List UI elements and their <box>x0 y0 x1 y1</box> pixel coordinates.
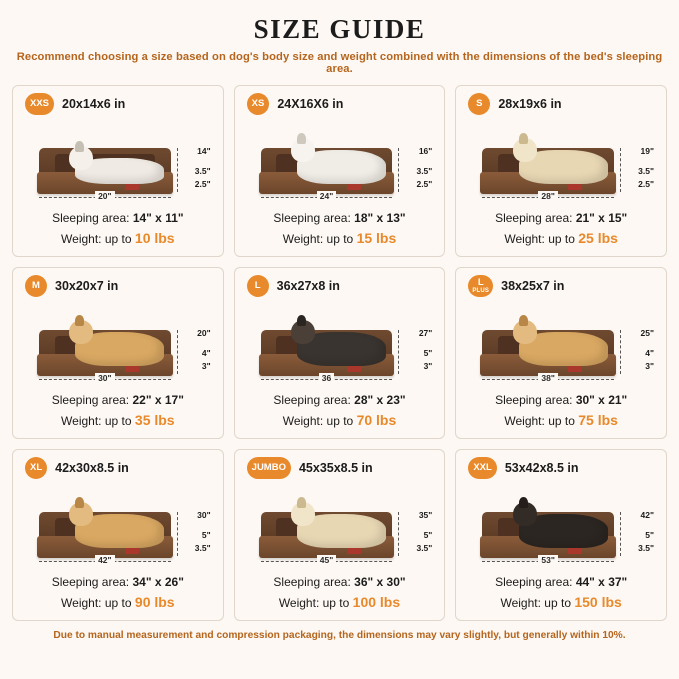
size-dimensions: 53x42x8.5 in <box>504 461 579 475</box>
width-dimension <box>261 555 393 572</box>
size-details <box>21 574 215 612</box>
size-dimensions: 45x35x8.5 in <box>298 461 373 475</box>
bed-illustration <box>464 118 658 210</box>
size-dimensions: 38x25x7 in <box>501 279 565 293</box>
size-badge-label: JUMBO <box>251 462 286 474</box>
weight-label: Weight: <box>61 231 102 246</box>
size-card <box>12 267 224 439</box>
dog-graphic <box>75 332 164 366</box>
weight-value: 10 lbs <box>134 229 175 246</box>
sleeping-area-label: Sleeping area: <box>273 393 351 408</box>
size-card <box>234 449 446 621</box>
size-card-header <box>243 274 437 298</box>
size-badge-label: XS <box>251 98 265 110</box>
height-dimension-labels <box>612 146 656 196</box>
size-badge <box>25 275 47 297</box>
bed-tag <box>568 184 582 190</box>
overall-width-label: 28" <box>538 191 558 201</box>
size-card <box>455 85 667 257</box>
size-card <box>455 449 667 621</box>
dog-ear <box>519 315 528 326</box>
size-badge <box>468 275 493 297</box>
bed-tag <box>125 184 139 190</box>
bolster-height-label: 4" <box>645 348 654 359</box>
sleeping-area-row <box>21 210 215 227</box>
base-height-label: 3.5" <box>638 543 654 554</box>
weight-label: Weight: <box>504 413 545 428</box>
weight-up-to-label: up to <box>104 413 132 428</box>
height-dimension-labels <box>390 510 434 560</box>
bolster-height-label: 3.5" <box>416 166 433 177</box>
weight-row <box>21 228 215 248</box>
weight-value: 15 lbs <box>356 229 397 246</box>
dog-graphic <box>519 332 608 366</box>
weight-label: Weight: <box>282 231 324 246</box>
size-card-header <box>464 456 658 480</box>
size-dimensions: 36x27x8 in <box>276 279 340 293</box>
weight-row <box>464 228 658 248</box>
overall-width-label: 24" <box>317 191 337 201</box>
size-badge-label: L <box>254 280 261 292</box>
size-badge-label: XXS <box>30 98 50 110</box>
overall-height-label: 35" <box>418 510 433 521</box>
weight-up-to-label: up to <box>104 231 132 246</box>
bed-tag <box>347 184 361 190</box>
overall-width-label: 42" <box>95 555 115 565</box>
size-details <box>21 392 215 430</box>
weight-value: 90 lbs <box>134 593 175 610</box>
height-dimension-labels <box>612 328 656 378</box>
width-dimension <box>261 191 393 208</box>
bed-illustration <box>243 118 437 210</box>
overall-width-label: 45" <box>317 555 337 565</box>
base-height-label: 3.5" <box>194 543 211 554</box>
dog-graphic <box>297 514 386 548</box>
size-badge <box>468 93 490 115</box>
weight-label: Weight: <box>500 595 541 610</box>
dog-graphic <box>75 158 164 184</box>
size-badge-label: L <box>477 276 484 288</box>
bed-illustration <box>21 300 215 392</box>
base-height-label: 3" <box>645 361 654 372</box>
weight-row <box>243 228 437 248</box>
height-dimension-labels <box>169 510 213 560</box>
size-badge <box>247 93 270 115</box>
size-badge <box>25 457 47 479</box>
overall-height-label: 19" <box>640 146 654 157</box>
base-height-label: 3" <box>201 361 211 372</box>
bed-tag <box>125 366 139 372</box>
sleeping-area-value: 30" x 21" <box>575 393 628 408</box>
overall-height-label: 16" <box>418 146 433 157</box>
height-dimension-labels <box>169 146 213 196</box>
overall-width-label: 53" <box>538 555 558 565</box>
size-details <box>464 210 658 248</box>
height-dimension-labels <box>169 328 213 378</box>
weight-up-to-label: up to <box>322 595 350 610</box>
dimension-line-vertical <box>620 330 621 374</box>
sleeping-area-value: 34" x 26" <box>132 575 184 590</box>
bed-illustration <box>464 482 658 574</box>
weight-value: 70 lbs <box>356 411 397 428</box>
base-height-label: 2.5" <box>638 179 654 190</box>
overall-width-label: 30" <box>95 373 115 383</box>
overall-height-label: 42" <box>640 510 654 521</box>
dimension-line-vertical <box>398 512 399 556</box>
overall-height-label: 20" <box>197 328 211 339</box>
dimension-line-vertical <box>398 330 399 374</box>
sleeping-area-label: Sleeping area: <box>52 211 130 226</box>
size-card <box>234 267 446 439</box>
bed-illustration <box>21 482 215 574</box>
size-details <box>464 392 658 430</box>
overall-height-label: 25" <box>640 328 654 339</box>
size-badge <box>25 93 54 115</box>
dog-graphic <box>519 514 608 548</box>
weight-value: 75 lbs <box>578 411 618 428</box>
dog-ear <box>75 315 84 326</box>
weight-up-to-label: up to <box>548 413 575 428</box>
dimension-line-vertical <box>620 512 621 556</box>
size-card <box>12 449 224 621</box>
size-badge <box>247 275 269 297</box>
overall-height-label: 14" <box>197 146 211 157</box>
dimension-line-vertical <box>177 512 178 556</box>
size-card-header <box>243 456 437 480</box>
size-card <box>234 85 446 257</box>
width-dimension <box>39 191 171 208</box>
size-badge-sublabel: PLUS <box>472 287 490 294</box>
sleeping-area-value: 21" x 15" <box>575 211 628 226</box>
size-card-header <box>21 456 215 480</box>
dog-ear <box>75 141 84 152</box>
sleeping-area-row <box>464 210 658 227</box>
dimension-line-vertical <box>398 148 399 192</box>
dog-graphic <box>297 150 386 184</box>
size-dimensions: 20x14x6 in <box>62 97 126 111</box>
size-card-header <box>243 92 437 116</box>
dog-ear <box>297 315 306 326</box>
size-dimensions: 30x20x7 in <box>55 279 119 293</box>
size-card-header <box>464 274 658 298</box>
base-height-label: 3.5" <box>416 543 433 554</box>
size-card <box>12 85 224 257</box>
dog-ear <box>297 133 306 144</box>
size-card <box>455 267 667 439</box>
sleeping-area-row <box>243 392 437 409</box>
overall-width-label: 20" <box>95 191 115 201</box>
dog-graphic <box>297 332 386 366</box>
dog-ear <box>519 133 528 144</box>
weight-value: 25 lbs <box>578 229 618 246</box>
bed-tag <box>125 548 139 554</box>
weight-row <box>464 410 658 430</box>
dimension-line-vertical <box>177 148 178 192</box>
bed-tag <box>347 366 361 372</box>
width-dimension <box>39 555 171 572</box>
overall-width-label: 38" <box>538 373 558 383</box>
sleeping-area-row <box>464 392 658 409</box>
size-badge-label: XXL <box>473 462 492 474</box>
weight-up-to-label: up to <box>548 231 575 246</box>
sleeping-area-label: Sleeping area: <box>51 393 130 408</box>
overall-height-label: 30" <box>197 510 211 521</box>
sleeping-area-row <box>464 574 658 591</box>
sleeping-area-value: 28" x 23" <box>354 393 406 408</box>
width-dimension <box>261 373 393 390</box>
sleeping-area-label: Sleeping area: <box>273 211 351 226</box>
dog-ear <box>519 497 528 508</box>
size-badge-label: M <box>32 280 40 292</box>
weight-row <box>243 592 437 612</box>
sleeping-area-row <box>243 210 437 227</box>
weight-label: Weight: <box>504 231 545 246</box>
sleeping-area-row <box>243 574 437 591</box>
weight-row <box>464 592 658 612</box>
size-badge <box>468 457 496 479</box>
size-card-header <box>464 92 658 116</box>
bolster-height-label: 5" <box>645 530 654 541</box>
weight-label: Weight: <box>61 595 102 610</box>
bolster-height-label: 5" <box>201 530 211 541</box>
weight-value: 100 lbs <box>352 593 401 610</box>
sleeping-area-value: 18" x 13" <box>354 211 406 226</box>
weight-row <box>243 410 437 430</box>
size-details <box>243 210 437 248</box>
overall-width-label: 36 <box>319 373 334 383</box>
width-dimension <box>482 373 614 390</box>
dog-ear <box>75 497 84 508</box>
bed-tag <box>568 548 582 554</box>
size-badge-label: S <box>476 98 483 110</box>
size-badge <box>247 457 291 479</box>
size-card-grid <box>12 85 667 621</box>
bed-illustration <box>243 300 437 392</box>
sleeping-area-value: 36" x 30" <box>354 575 406 590</box>
height-dimension-labels <box>390 146 434 196</box>
bed-illustration <box>21 118 215 210</box>
weight-row <box>21 592 215 612</box>
width-dimension <box>482 555 614 572</box>
size-dimensions: 28x19x6 in <box>498 97 562 111</box>
width-dimension <box>482 191 614 208</box>
bolster-height-label: 3.5" <box>194 166 211 177</box>
size-details <box>243 574 437 612</box>
weight-up-to-label: up to <box>544 595 571 610</box>
dog-graphic <box>519 150 608 184</box>
size-dimensions: 24X16X6 in <box>277 97 344 111</box>
weight-value: 150 lbs <box>574 593 622 610</box>
page-subtitle: Recommend choosing a size based on dog's body size and weight combined with the dimensions of the bed's sleeping area. <box>16 51 663 75</box>
weight-up-to-label: up to <box>326 231 354 246</box>
weight-up-to-label: up to <box>104 595 132 610</box>
bolster-height-label: 5" <box>423 348 433 359</box>
dog-ear <box>297 497 306 508</box>
overall-height-label: 27" <box>418 328 433 339</box>
weight-label: Weight: <box>278 595 320 610</box>
size-card-header <box>21 274 215 298</box>
sleeping-area-value: 22" x 17" <box>132 393 184 408</box>
sleeping-area-label: Sleeping area: <box>495 575 573 590</box>
bed-tag <box>347 548 361 554</box>
dimension-line-vertical <box>620 148 621 192</box>
size-details <box>21 210 215 248</box>
weight-row <box>21 410 215 430</box>
sleeping-area-value: 44" x 37" <box>575 575 628 590</box>
bed-illustration <box>464 300 658 392</box>
size-details <box>464 574 658 612</box>
page-title: SIZE GUIDE <box>253 14 426 44</box>
sleeping-area-row <box>21 574 215 591</box>
sleeping-area-row <box>21 392 215 409</box>
height-dimension-labels <box>612 510 656 560</box>
bolster-height-label: 4" <box>201 348 211 359</box>
sleeping-area-label: Sleeping area: <box>51 575 130 590</box>
base-height-label: 2.5" <box>194 179 211 190</box>
base-height-label: 3" <box>423 361 433 372</box>
sleeping-area-label: Sleeping area: <box>495 211 573 226</box>
weight-label: Weight: <box>61 413 102 428</box>
dog-graphic <box>75 514 164 548</box>
weight-value: 35 lbs <box>134 411 175 428</box>
bolster-height-label: 3.5" <box>638 166 654 177</box>
bed-tag <box>568 366 582 372</box>
weight-label: Weight: <box>282 413 324 428</box>
size-badge-label: XL <box>30 462 43 474</box>
size-dimensions: 42x30x8.5 in <box>55 461 129 475</box>
bed-illustration <box>243 482 437 574</box>
size-card-header <box>21 92 215 116</box>
sleeping-area-label: Sleeping area: <box>273 575 351 590</box>
height-dimension-labels <box>390 328 434 378</box>
bolster-height-label: 5" <box>423 530 433 541</box>
sleeping-area-value: 14" x 11" <box>132 211 184 226</box>
width-dimension <box>39 373 171 390</box>
sleeping-area-label: Sleeping area: <box>495 393 573 408</box>
size-details <box>243 392 437 430</box>
base-height-label: 2.5" <box>416 179 433 190</box>
weight-up-to-label: up to <box>326 413 354 428</box>
footnote: Due to manual measurement and compression packaging, the dimensions may vary slightly, but generally within 10%. <box>53 630 626 641</box>
dimension-line-vertical <box>177 330 178 374</box>
